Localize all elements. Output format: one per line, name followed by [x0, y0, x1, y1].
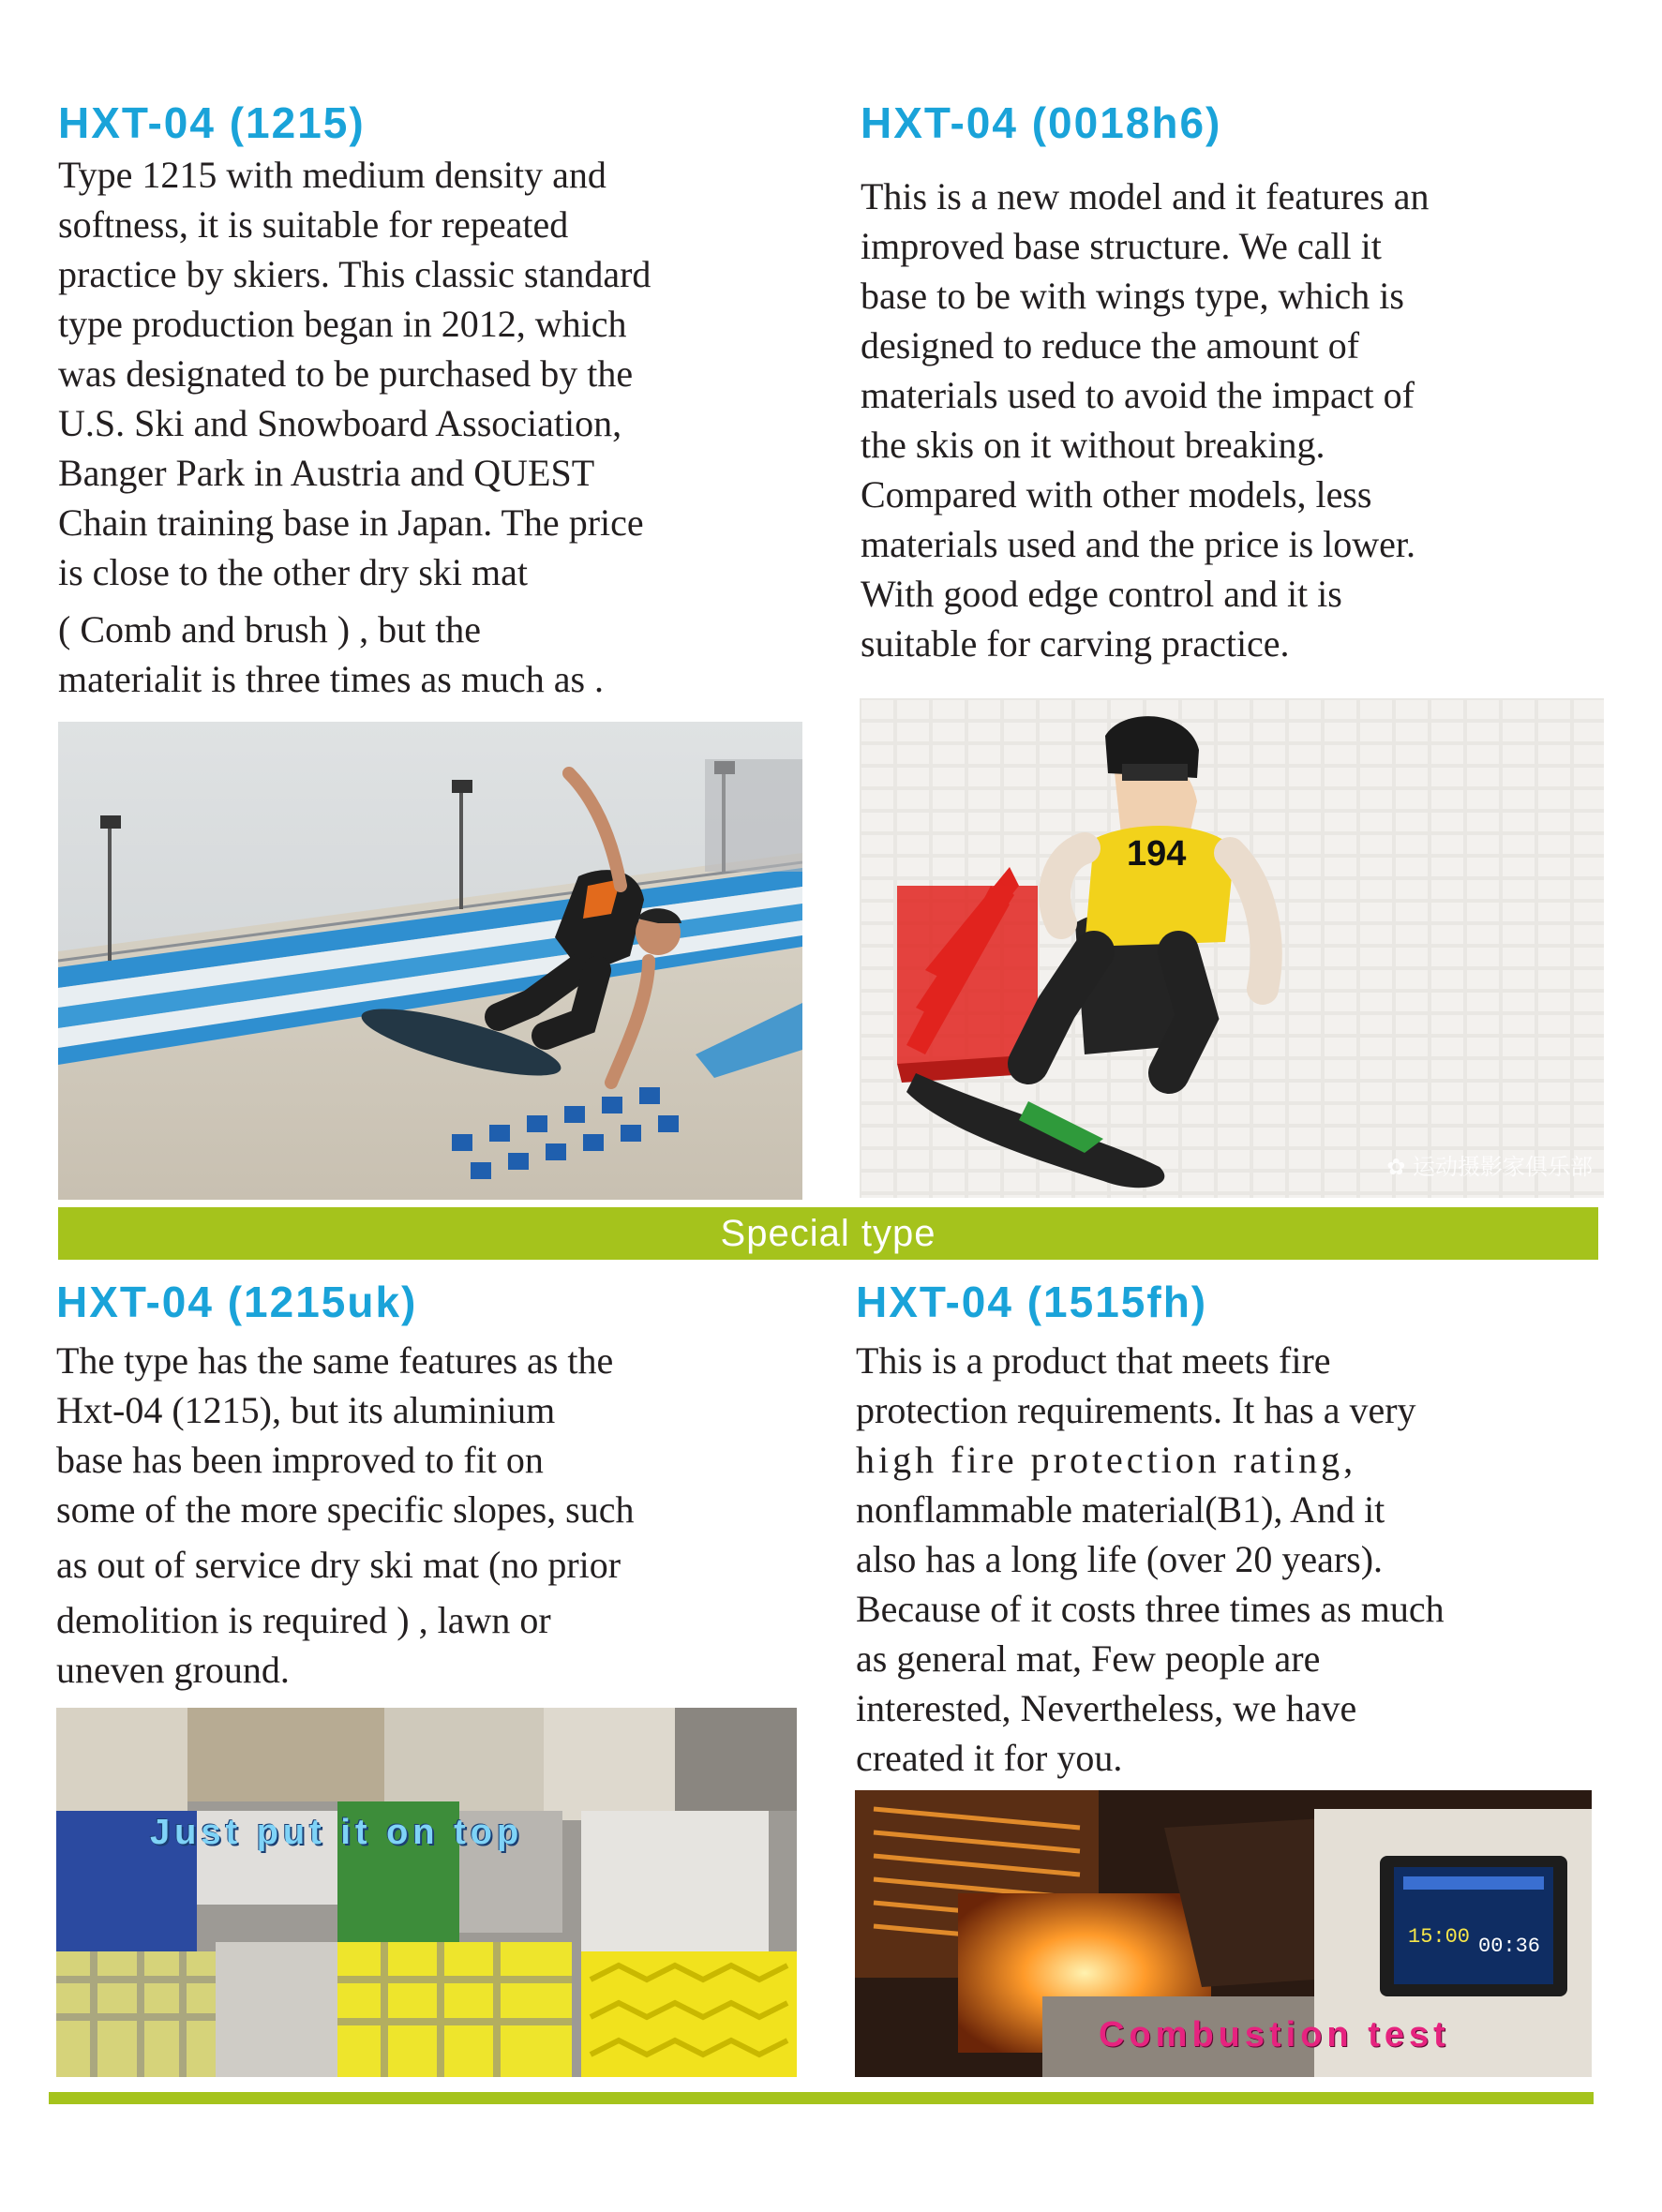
- text-line: base to be with wings type, which is: [861, 275, 1404, 317]
- text-line: Chain training base in Japan. The price: [58, 501, 644, 544]
- text-line: was designated to be purchased by the: [58, 352, 634, 395]
- text-line: type production began in 2012, which: [58, 303, 627, 345]
- text-line: nonflammable material(B1), And it: [856, 1488, 1385, 1531]
- bottom-rule: [49, 2092, 1594, 2104]
- text-line: base has been improved to fit on: [56, 1439, 544, 1481]
- text-line: Because of it costs three times as much: [856, 1588, 1445, 1630]
- special-type-label: Special type: [720, 1212, 936, 1254]
- text-line: interested, Nevertheless, we have: [856, 1687, 1357, 1729]
- text-line: some of the more specific slopes, such: [56, 1488, 635, 1531]
- display-time-1: 15:00: [1408, 1925, 1471, 1949]
- text-line: demolition is required ) , lawn or: [56, 1599, 551, 1641]
- text-line: ( Comb and brush ) , but the: [58, 608, 482, 650]
- text-line: suitable for carving practice.: [861, 622, 1290, 665]
- text-line: The type has the same features as the: [56, 1339, 614, 1382]
- text-line: created it for you.: [856, 1737, 1123, 1779]
- text-line: practice by skiers. This classic standard: [58, 253, 651, 295]
- text-line: designed to reduce the amount of: [861, 324, 1360, 366]
- section-0018h6-description: [861, 172, 1610, 668]
- section-1215-description: [58, 150, 808, 704]
- text-line: is close to the other dry ski mat: [58, 551, 529, 593]
- text-line: the skis on it without breaking.: [861, 424, 1325, 466]
- text-line: uneven ground.: [56, 1649, 290, 1691]
- section-0018h6-title: HXT-04 (0018h6): [861, 98, 1222, 147]
- section-1215uk-description: [56, 1336, 778, 1695]
- snowboarder-dry-slope-photo: [58, 722, 802, 1200]
- text-line: Compared with other models, less: [861, 473, 1372, 516]
- text-line: also has a long life (over 20 years).: [856, 1538, 1384, 1580]
- section-1515fh-description: [856, 1336, 1598, 1783]
- text-line: high fire protection rating,: [856, 1439, 1357, 1481]
- text-line: as out of service dry ski mat (no prior: [56, 1544, 621, 1586]
- display-time-2: 00:36: [1478, 1935, 1541, 1958]
- section-1215uk-title: HXT-04 (1215uk): [56, 1278, 418, 1326]
- text-line: softness, it is suitable for repeated: [58, 203, 569, 246]
- combustion-test-photo: [855, 1790, 1592, 2077]
- text-line: U.S. Ski and Snowboard Association,: [58, 402, 622, 444]
- text-line: improved base structure. We call it: [861, 225, 1382, 267]
- snowboarder-race-photo: [860, 698, 1604, 1198]
- text-line: This is a new model and it features an: [861, 175, 1430, 217]
- text-line: materials used to avoid the impact of: [861, 374, 1415, 416]
- text-line: Hxt-04 (1215), but its aluminium: [56, 1389, 556, 1431]
- text-line: With good edge control and it is: [861, 573, 1342, 615]
- race-bib-number: 194: [1127, 834, 1187, 874]
- text-line: Banger Park in Austria and QUEST: [58, 452, 595, 494]
- watermark-text: 运动摄影家俱乐部: [1413, 1154, 1593, 1180]
- photo-watermark: ✿ 运动摄影家俱乐部: [1386, 1154, 1593, 1180]
- section-1215-title: HXT-04 (1215): [58, 98, 366, 147]
- mat-tiles-photo: [56, 1708, 797, 2077]
- text-line: as general mat, Few people are: [856, 1637, 1321, 1680]
- combustion-test-caption: Combustion test: [1099, 2015, 1450, 2055]
- just-put-on-top-caption: Just put it on top: [150, 1813, 524, 1852]
- section-1515fh-title: HXT-04 (1515fh): [856, 1278, 1208, 1326]
- text-line: protection requirements. It has a very: [856, 1389, 1416, 1431]
- text-line: Type 1215 with medium density and: [58, 154, 606, 196]
- text-line: materials used and the price is lower.: [861, 523, 1416, 565]
- text-line: materialit is three times as much as .: [58, 658, 605, 700]
- special-type-band: [58, 1207, 1598, 1260]
- text-line: This is a product that meets fire: [856, 1339, 1331, 1382]
